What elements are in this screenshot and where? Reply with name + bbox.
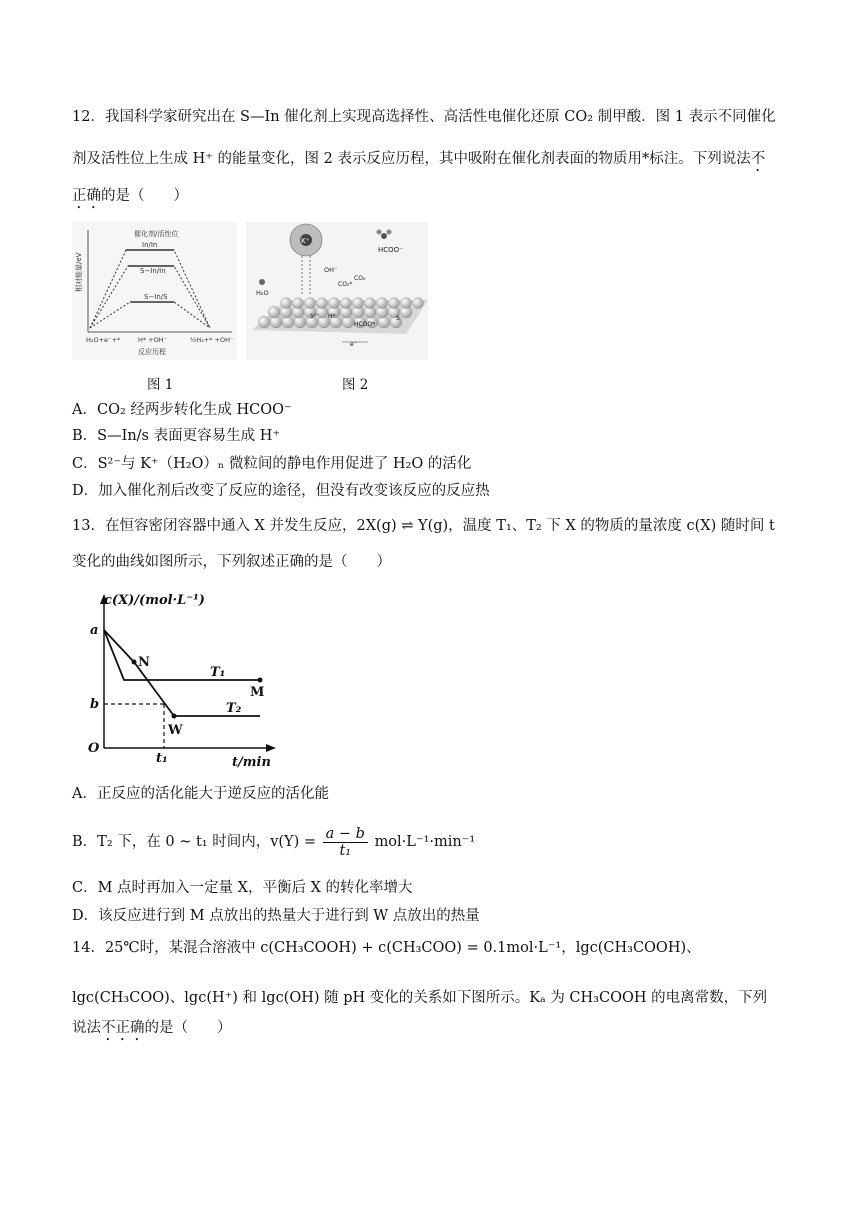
graph-label-t1: t₁ xyxy=(156,751,168,766)
graph-label-b: b xyxy=(90,697,100,712)
reaction-mechanism-illustration xyxy=(246,222,428,360)
fig1-x-label-1: H₂O+e⁻+* xyxy=(86,336,121,344)
fig1-x-label-3: ½H₂+* +OH⁻ xyxy=(190,336,234,344)
q12-option-a: A．CO₂ 经两步转化生成 HCOO⁻ xyxy=(72,402,292,418)
fig2-label-k: K⁺ xyxy=(301,237,310,245)
q12-option-b: B．S—In/s 表面更容易生成 H⁺ xyxy=(72,428,280,444)
q13-line-1: 13．在恒容密闭容器中通入 X 并发生反应，2X(g) ⇌ Y(g)，温度 T₁、T₂ 下 X 的物质的量浓度 c(X) 随时间 t xyxy=(72,518,775,534)
graph-point-m: M xyxy=(250,685,265,700)
q12-line-3 xyxy=(72,186,188,212)
q12-line-3-text: 的是（ ） xyxy=(101,188,188,204)
fig1-ylabel: 相对能量/eV xyxy=(75,252,83,292)
catalyst-surface xyxy=(258,298,424,329)
fig2-label-hcoo: HCOO⁻ xyxy=(378,246,403,254)
q13-option-b-suffix: mol·L⁻¹·min⁻¹ xyxy=(374,834,476,850)
q12-figure-2 xyxy=(246,222,428,360)
q14-line-3 xyxy=(72,1018,232,1044)
graph-label-a: a xyxy=(90,623,99,638)
q12-line-1: 12．我国科学家研究出在 S—In 催化剂上实现高选择性、高活性电催化还原 CO₂ 制甲酸．图 1 表示不同催化 xyxy=(72,109,776,125)
fig1-x-label-2: H* +OH⁻ xyxy=(138,336,168,344)
graph-point-n: N xyxy=(138,655,150,670)
q14-line-1: 14．25℃时，某混合溶液中 c(CH₃COOH) + c(CH₃COO) = 0.1mol·L⁻¹，lgc(CH₃COOH)、 xyxy=(72,940,701,956)
q14-line-3-pre: 说法 xyxy=(72,1020,101,1036)
q12-option-d: D．加入催化剂后改变了反应的途径，但没有改变该反应的反应热 xyxy=(72,483,490,499)
fig2-label-co2: CO₂ xyxy=(354,275,366,282)
q13-line-2: 变化的曲线如图所示，下列叙述正确的是（ ） xyxy=(72,554,391,570)
q12-option-c: C．S²⁻与 K⁺（H₂O）ₙ 微粒间的静电作用促进了 H₂O 的活化 xyxy=(72,456,472,472)
fig2-label-oh: OH⁻ xyxy=(324,266,338,274)
q14-line-2: lgc(CH₃COO)、lgc(H⁺) 和 lgc(OH) 随 pH 变化的关系如下图所示。Kₐ 为 CH₃COOH 的电离常数，下列 xyxy=(72,990,768,1006)
q13-option-b-fraction xyxy=(323,826,368,859)
fig2-label-co2-ads: CO₂* xyxy=(338,281,353,288)
q13-option-b-prefix: B．T₂ 下，在 0 ~ t₁ 时间内，v(Y) = xyxy=(72,834,317,850)
graph-ylabel: c(X)/(mol·L⁻¹) xyxy=(104,593,205,608)
graph-xlabel: t/min xyxy=(232,755,271,770)
concentration-time-chart xyxy=(80,588,280,773)
graph-label-t1-curve: T₁ xyxy=(210,665,226,680)
q12-line-2-text: 剂及活性位上生成 H⁺ 的能量变化，图 2 表示反应历程，其中吸附在催化剂表面的物质用*标注。下列说法 xyxy=(72,151,751,167)
q14-emphasis-incorrect: 不正确 xyxy=(101,1020,145,1036)
figure-2-caption: 图 2 xyxy=(342,377,369,393)
graph-label-t2-curve: T₂ xyxy=(226,701,242,716)
fig2-label-s2: S²⁻ xyxy=(310,313,320,320)
fig1-xlabel: 反应历程 xyxy=(138,348,166,356)
fig2-label-hcoo-ads: HCOO* xyxy=(354,321,376,328)
q14-line-3-rest: 的是（ ） xyxy=(144,1020,232,1036)
graph-point-w: W xyxy=(168,723,183,738)
q12-emphasis-correct: 正确 xyxy=(72,188,101,204)
fig1-curve-in-in: In/In xyxy=(142,241,158,249)
q12-line-2 xyxy=(72,149,765,175)
fraction-denominator: t₁ xyxy=(339,842,352,859)
energy-profile-chart xyxy=(72,222,237,360)
q12-figure-1 xyxy=(72,222,237,360)
fig1-curve-s-in-s: S−In/S xyxy=(144,293,168,301)
fig1-curve-s-in-in: S−In/In xyxy=(140,267,166,275)
fig2-label-s: S xyxy=(396,315,400,322)
graph-origin: O xyxy=(88,741,100,756)
q13-option-b xyxy=(72,822,475,862)
q13-concentration-graph xyxy=(80,588,280,773)
fig2-label-h-ads: H* xyxy=(328,313,336,320)
q13-option-d: D．该反应进行到 M 点放出的热量大于进行到 W 点放出的热量 xyxy=(72,908,480,924)
fig2-label-e: e⁻ xyxy=(350,341,357,348)
curve-s-in-s xyxy=(90,302,210,328)
q12-emphasis-not: 不 xyxy=(750,151,766,167)
fig1-legend-title: 催化剂/活性位 xyxy=(134,230,179,238)
fig2-label-h2o: H₂O xyxy=(256,289,269,297)
q13-option-c: C．M 点时再加入一定量 X，平衡后 X 的转化率增大 xyxy=(72,880,413,896)
figure-1-caption: 图 1 xyxy=(147,377,174,393)
q13-option-a: A．正反应的活化能大于逆反应的活化能 xyxy=(72,786,329,802)
fraction-numerator: a − b xyxy=(323,826,368,843)
